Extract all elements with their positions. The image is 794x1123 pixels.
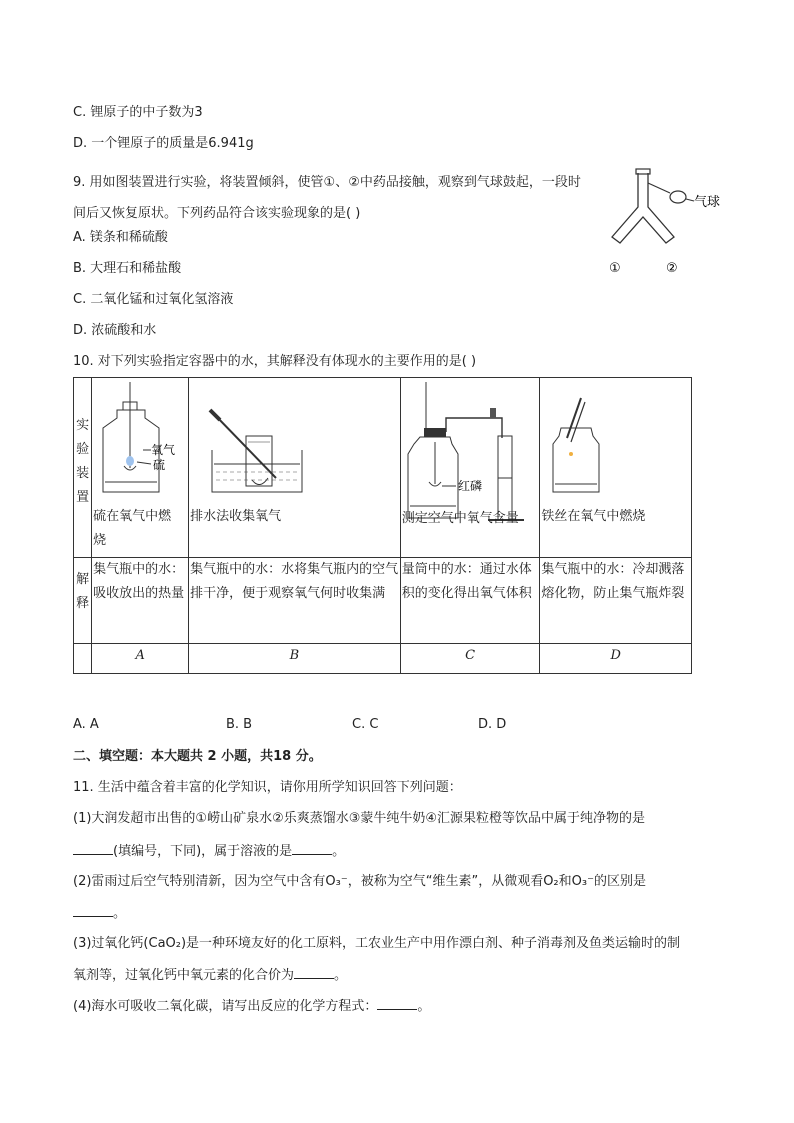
q10-options [73,717,673,735]
q10-table [73,377,692,674]
q10-option-c: C. C [352,717,379,732]
answer-blank-2[interactable] [292,842,332,855]
q11-p1b-end: 。 [332,844,346,859]
q11-p2a: (2)雷雨过后空气特别清新，因为空气中含有O₃⁻，被称为空气“维生素”，从微观看O₂和O₃⁻的区别是 [73,874,646,889]
letter-d: D [540,644,692,674]
q11-p1b [73,842,345,861]
q11-p2b-end: 。 [113,906,127,921]
answer-blank-1[interactable] [73,842,113,855]
water-collection-figure [190,378,398,496]
q11-p3b-end: 。 [334,968,348,983]
sulfur-burning-figure [93,378,187,496]
row-header-explain: 解释 [74,558,92,644]
q11-stem: 11. 生活中蕴含着丰富的化学知识，请你用所学知识回答下列问题： [73,780,462,795]
q11-p4-text: (4)海水可吸收二氧化碳，请写出反应的化学方程式： [73,999,378,1014]
explain-a: 集气瓶中的水：吸收放出的热量 [92,558,189,644]
q11-p3b [73,966,347,985]
q8-option-c: C. 锂原子的中子数为3 [73,105,203,120]
q9-option-a: A. 镁条和稀硫酸 [73,230,168,245]
tube1-label: ① [609,261,621,276]
answer-blank-5[interactable] [377,997,417,1010]
q11-p2b [73,904,126,923]
q11-p4 [73,997,430,1016]
balloon-label: 气球 [694,195,721,210]
cell-c-setup [400,378,540,558]
explain-b: 集气瓶中的水：水将集气瓶内的空气排干净，便于观察氧气何时收集满 [189,558,401,644]
q8-option-d: D. 一个锂原子的质量是6.941g [73,136,254,151]
q11-p3b-text: 氧剂等，过氧化钙中氧元素的化合价为 [73,968,295,983]
q11-p3a: (3)过氧化钙(CaO₂)是一种环境友好的化工原料，工农业生产中用作漂白剂、种子消毒剂及鱼类运输时的制 [73,936,681,951]
oxygen-content-figure [402,378,538,524]
q10-option-d: D. D [478,717,507,732]
q10-stem: 10. 对下列实验指定容器中的水，其解释没有体现水的主要作用的是( ) [73,354,477,369]
cell-d-setup [540,378,692,558]
q10-option-a: A. A [73,717,99,732]
y-tube-figure [600,165,730,280]
caption-a: 硫在氧气中燃烧 [93,509,172,548]
q9-option-d: D. 浓硫酸和水 [73,323,157,338]
cell-a-setup [92,378,189,558]
letter-a: A [92,644,189,674]
row-header-setup: 实验装置 [74,378,92,558]
explain-d: 集气瓶中的水：冷却溅落熔化物，防止集气瓶炸裂 [540,558,692,644]
caption-c: 测定空气中氧气含量 [401,511,519,526]
caption-b: 排水法收集氧气 [190,509,282,524]
sulfur-label: 硫 [153,458,166,472]
answer-blank-4[interactable] [294,966,334,979]
explain-c: 量筒中的水：通过水体积的变化得出氧气体积 [400,558,540,644]
caption-d: 铁丝在氧气中燃烧 [541,509,646,524]
oxygen-label: 氧气 [151,443,176,457]
q11-p4-end: 。 [417,999,431,1014]
answer-blank-3[interactable] [73,904,113,917]
q11-p1a: (1)大润发超市出售的①崂山矿泉水②乐爽蒸馏水③蒙牛纯牛奶④汇源果粒橙等饮品中属于纯净物的是 [73,811,646,826]
tube2-label: ② [666,261,678,276]
q10-option-b: B. B [226,717,253,732]
letter-c: C [400,644,540,674]
q11-p1b-mid: (填编号，下同)，属于溶液的是 [113,844,293,859]
q9-option-b: B. 大理石和稀盐酸 [73,261,182,276]
q9-stem: 9. 用如图装置进行实验，将装置倾斜，使管①、②中药品接触，观察到气球鼓起，一段时间后又恢复原状。下列药品符合该实验现象的是( ) [73,175,581,221]
row3-header [74,644,92,674]
red-phosphorus-label: 红磷 [457,479,482,493]
cell-b-setup [189,378,401,558]
section2-header: 二、填空题：本大题共 2 小题，共18 分。 [73,749,322,764]
letter-b: B [189,644,401,674]
iron-burning-figure [541,378,689,496]
q9-option-c: C. 二氧化锰和过氧化氢溶液 [73,292,234,307]
